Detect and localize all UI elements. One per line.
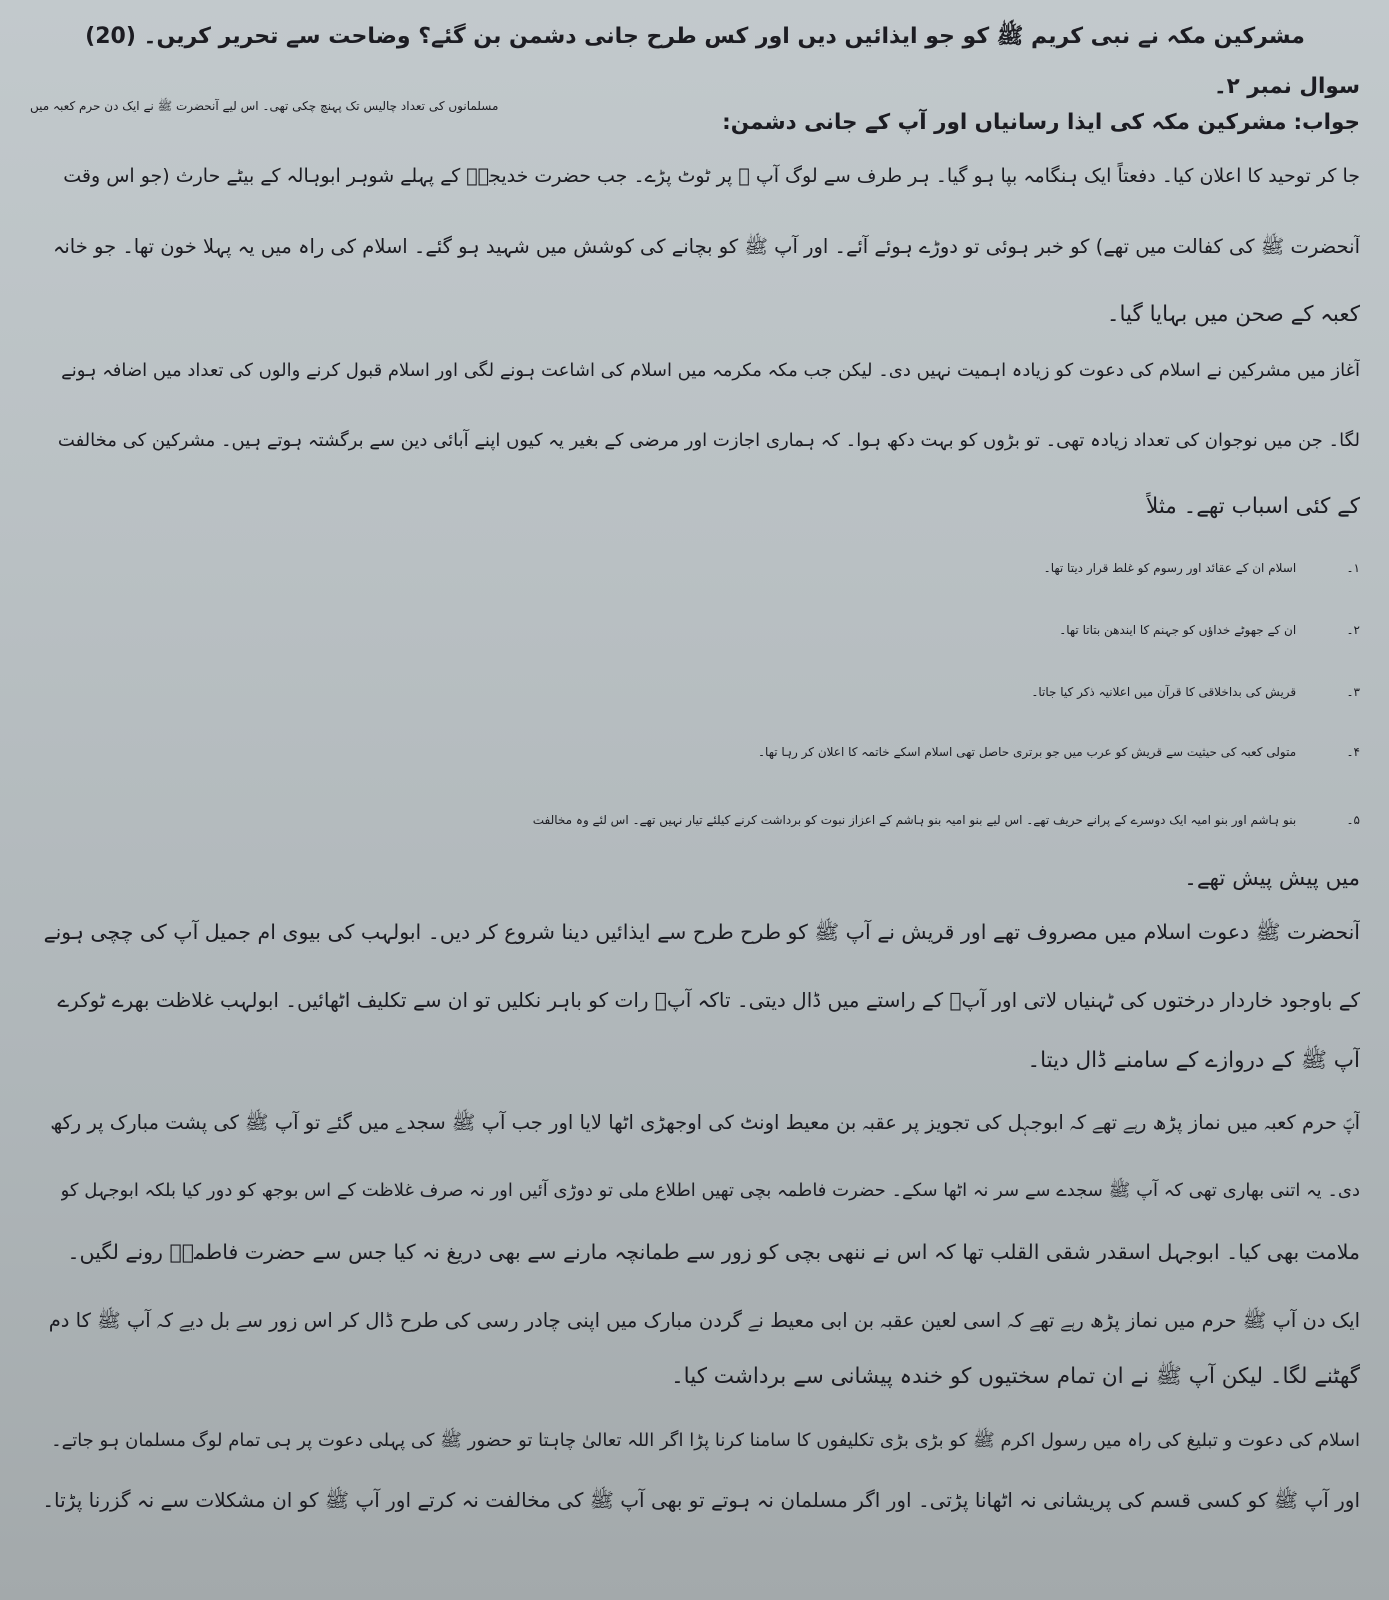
question-label: سوال نمبر ۲۔	[1214, 74, 1360, 99]
para4-line-2	[671, 1360, 1360, 1393]
question-heading	[30, 20, 1360, 53]
reason-item-1	[30, 552, 1360, 585]
reason-text: قریش کی بداخلاقی کا قرآن میں اعلانیہ ذکر کیا جاتا۔	[1031, 685, 1297, 699]
answer-label: جواب:	[1293, 110, 1360, 135]
question-text: مشرکین مکہ نے نبی کریم ﷺ کو جو ایذائیں دیں اور کس طرح جانی دشمن بن گئے؟ وضاحت سے تحریر کریں۔	[143, 24, 1305, 49]
para3-text-3: ملامت بھی کیا۔ ابوجہل اسقدر شقی القلب تھا کہ اس نے ننھی بچی کو زور سے طمانچہ مارنے سے بھی دریغ نہ کیا جس سے حضرت فاطمہؓ رونے لگیں۔	[67, 1240, 1360, 1264]
para1-text-1: آغاز میں مشرکین نے اسلام کی دعوت کو زیادہ اہمیت نہیں دی۔ لیکن جب مکہ مکرمہ میں اسلام کی اشاعت ہونے لگی اور اسلام قبول کرنے والوں کی تعداد میں اضافہ ہونے	[61, 360, 1360, 381]
para2-line-2	[57, 984, 1360, 1017]
reason-text: متولی کعبہ کی حیثیت سے قریش کو عرب میں جو برتری حاصل تھی اسلام اسکے خاتمہ کا اعلان کر رہا تھا۔	[758, 745, 1297, 759]
answer-subtitle: مشرکین مکہ کی ایذا رسانیاں اور آپ کے جانی دشمن:	[722, 110, 1287, 135]
document-page	[30, 14, 1360, 1589]
reason-number: ۱۔	[1346, 561, 1360, 575]
reason-text: اسلام ان کے عقائد اور رسوم کو غلط قرار دیتا تھا۔	[1043, 561, 1297, 575]
para2-text-1: آنحضرت ﷺ دعوت اسلام میں مصروف تھے اور قریش نے آپ ﷺ کو طرح طرح سے ایذائیں دینا شروع کر دیں۔ ابولہب کی بیوی ام جمیل آپ کی چچی ہونے	[43, 920, 1360, 944]
para5-text-1: اسلام کی دعوت و تبلیغ کی راہ میں رسول اکرم ﷺ کو بڑی بڑی تکلیفوں کا سامنا کرنا پڑا اگر اللہ تعالیٰ چاہتا تو حضور ﷺ کی پہلی دعوت پر ہی تمام لوگ مسلمان ہو جاتے۔	[51, 1430, 1360, 1451]
answer-text-2: جا کر توحید کا اعلان کیا۔ دفعتاً ایک ہنگامہ بپا ہو گیا۔ ہر طرف سے لوگ آپ ﷺ پر ٹوٹ پڑے۔ جب حضرت خدیجہؓ کے پہلے شوہر ابوہالہ کے بیٹے حارث (جو اس وقت	[63, 165, 1360, 187]
answer-line-4	[1107, 298, 1360, 331]
reason-item-5	[30, 804, 1360, 837]
reason-item-4	[30, 736, 1360, 769]
para2-line-1	[44, 916, 1360, 949]
reason-number: ۲۔	[1346, 623, 1360, 637]
reason-number: ۵۔	[1346, 813, 1360, 827]
para2-text-2: کے باوجود خاردار درختوں کی ٹہنیاں لاتی اور آپؐ کے راستے میں ڈال دیتی۔ تاکہ آپؐ رات کو باہر نکلیں تو ان سے تکلیف اٹھائیں۔ ابولہب غلاظت بھرے ٹوکرے	[57, 988, 1360, 1012]
para3-line-1	[50, 1106, 1360, 1139]
reason-text: میں پیش پیش تھے۔	[1184, 866, 1360, 891]
reason-text: ان کے جھوٹے خداؤں کو جہنم کا ایندھن بتاتا تھا۔	[1059, 623, 1297, 637]
para4-text-1: ایک دن آپ ﷺ حرم میں نماز پڑھ رہے تھے کہ اسی لعین عقبہ بن ابی معیط نے گردن مبارک میں اپنی چادر رسی کی طرح ڈال کر اس زور سے بل دیے کہ آپ ﷺ کا دم	[48, 1309, 1360, 1332]
reason-number: ۴۔	[1346, 745, 1360, 759]
reason-text: بنو ہاشم اور بنو امیہ ایک دوسرے کے پرانے حریف تھے۔ اس لیے بنو امیہ بنو ہاشم کے اعزاز نبوت کو برداشت کرنے کیلئے تیار نہیں تھے۔ اس لئے وہ مخالفت	[532, 813, 1297, 827]
para4-line-1	[49, 1304, 1360, 1337]
para1-text-3: کے کئی اسباب تھے۔ مثلاً	[1145, 494, 1360, 519]
para5-line-2	[42, 1484, 1360, 1517]
para2-text-3: آپ ﷺ کے دروازے کے سامنے ڈال دیتا۔	[1027, 1048, 1360, 1073]
para2-line-3	[1027, 1044, 1360, 1077]
para4-text-2: گھٹنے لگا۔ لیکن آپ ﷺ نے ان تمام سختیوں کو خندہ پیشانی سے برداشت کیا۔	[671, 1364, 1360, 1389]
answer-text-1: مسلمانوں کی تعداد چالیس تک پہنچ چکی تھی۔ اس لیے آنحضرت ﷺ نے ایک دن حرم کعبہ میں	[30, 99, 499, 113]
reason-number: ۳۔	[1346, 685, 1360, 699]
answer-text-4: کعبہ کے صحن میں بہایا گیا۔	[1106, 302, 1360, 327]
answer-line-2	[63, 160, 1360, 193]
answer-line-1b	[30, 90, 1360, 123]
para3-line-3	[68, 1236, 1360, 1269]
para1-line-1	[61, 354, 1360, 387]
para5-line-1	[51, 1424, 1360, 1457]
para5-text-2: اور آپ ﷺ کو کسی قسم کی پریشانی نہ اٹھانا پڑتی۔ اور اگر مسلمان نہ ہوتے تو بھی آپ ﷺ کی مخالفت نہ کرتے اور آپ ﷺ کو ان مشکلات سے نہ گزرنا پڑتا۔	[42, 1488, 1360, 1512]
para3-text-2: دی۔ یہ اتنی بھاری تھی کہ آپ ﷺ سجدے سے سر نہ اٹھا سکے۔ حضرت فاطمہ بچی تھیں اطلاع ملی تو دوڑی آئیں اور نہ صرف غلاظت کے اس بوجھ کو دور کیا بلکہ ابوجہل کو	[60, 1180, 1360, 1201]
reason-item-5-cont	[1184, 862, 1360, 895]
para1-text-2: لگا۔ جن میں نوجوان کی تعداد زیادہ تھی۔ تو بڑوں کو بہت دکھ ہوا۔ کہ ہماری اجازت اور مرضی کے بغیر یہ کیوں اپنے آبائی دین سے برگشتہ ہوتے ہیں۔ مشرکین کی مخالفت	[57, 430, 1360, 451]
answer-text-3: آنحضرت ﷺ کی کفالت میں تھے) کو خبر ہوئی تو دوڑے ہوئے آئے۔ اور آپ ﷺ کو بچانے کی کوشش میں شہید ہو گئے۔ اسلام کی راہ میں یہ پہلا خون تھا۔ جو خانہ	[52, 235, 1360, 258]
para3-text-1: آپؐ حرم کعبہ میں نماز پڑھ رہے تھے کہ ابوجہل کی تجویز پر عقبہ بن معیط اونٹ کی اوجھڑی اٹھا لایا اور جب آپ ﷺ سجدے میں گئے تو آپ ﷺ کی پشت مبارک پر رکھ	[50, 1111, 1360, 1134]
para3-line-2	[61, 1174, 1360, 1207]
reason-item-3	[30, 676, 1360, 709]
answer-line-3	[53, 230, 1360, 263]
question-marks: (20)	[85, 24, 136, 49]
para1-line-2	[58, 424, 1360, 457]
reason-item-2	[30, 614, 1360, 647]
para1-line-3	[1146, 490, 1360, 523]
